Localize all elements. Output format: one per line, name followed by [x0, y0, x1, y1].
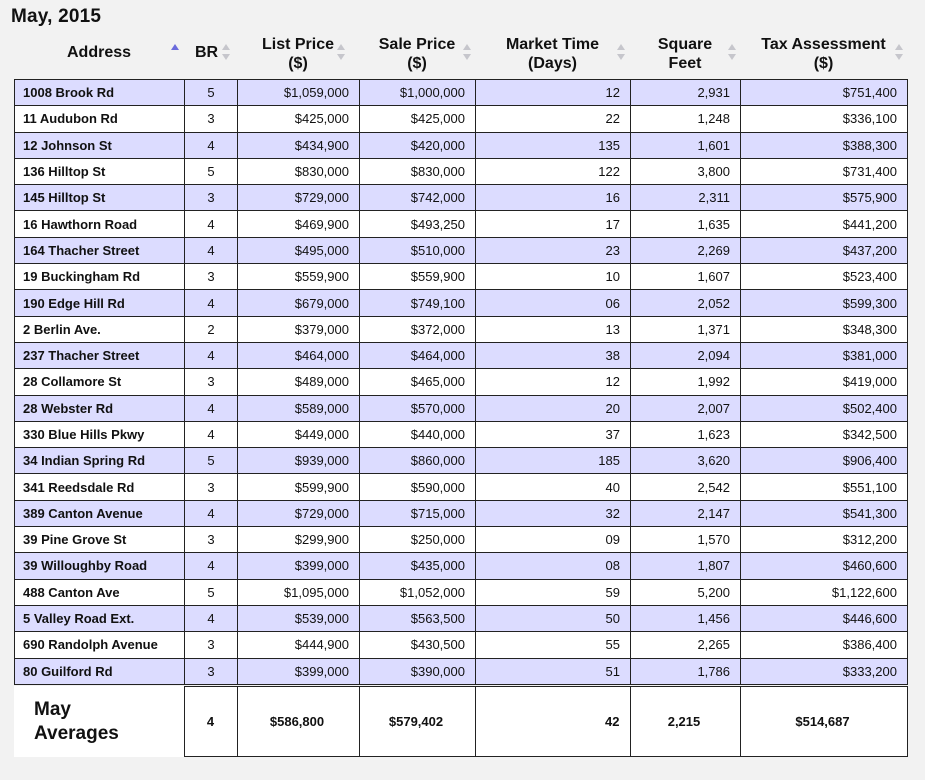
square-feet-cell: 2,311: [631, 185, 741, 211]
market-time-cell: 06: [476, 290, 631, 316]
address-cell: 34 Indian Spring Rd: [15, 448, 185, 474]
tax-assessment-cell: $1,122,600: [741, 579, 908, 605]
square-feet-cell: 2,007: [631, 395, 741, 421]
table-row: [15, 553, 908, 579]
square-feet-cell: 1,623: [631, 421, 741, 447]
sale-price-cell: $420,000: [360, 132, 476, 158]
column-header-tax-assessment[interactable]: [740, 34, 907, 78]
list-price-cell: $469,900: [238, 211, 360, 237]
list-price-cell: $679,000: [238, 290, 360, 316]
sale-price-cell: $425,000: [360, 106, 476, 132]
sale-price-cell: $250,000: [360, 527, 476, 553]
list-price-cell: $559,900: [238, 264, 360, 290]
sort-icon[interactable]: [617, 44, 625, 66]
tax-assessment-cell: $460,600: [741, 553, 908, 579]
br-cell: 3: [185, 632, 238, 658]
column-header-label: Address: [66, 44, 132, 61]
averages-table: [14, 686, 908, 757]
tax-assessment-cell: $419,000: [741, 369, 908, 395]
br-cell: 5: [185, 80, 238, 106]
table-row: [15, 369, 908, 395]
page-title: May, 2015: [11, 6, 102, 27]
avg-tax-assessment: $514,687: [740, 687, 907, 757]
address-cell: 80 Guilford Rd: [15, 658, 185, 684]
table-row: [15, 395, 908, 421]
list-price-cell: $299,900: [238, 527, 360, 553]
averages-label-line2: Averages: [34, 722, 119, 744]
square-feet-cell: 1,456: [631, 605, 741, 631]
avg-market-time: 42: [475, 687, 630, 757]
market-time-cell: 37: [476, 421, 631, 447]
table-row: [15, 211, 908, 237]
br-cell: 5: [185, 579, 238, 605]
tax-assessment-cell: $348,300: [741, 316, 908, 342]
tax-assessment-cell: $437,200: [741, 237, 908, 263]
sort-icon[interactable]: [728, 44, 736, 66]
sale-price-cell: $559,900: [360, 264, 476, 290]
square-feet-cell: 1,635: [631, 211, 741, 237]
column-header-label: ($): [407, 55, 427, 72]
table-row: [15, 579, 908, 605]
list-price-cell: $464,000: [238, 342, 360, 368]
market-time-cell: 185: [476, 448, 631, 474]
br-cell: 3: [185, 369, 238, 395]
sale-price-cell: $590,000: [360, 474, 476, 500]
tax-assessment-cell: $541,300: [741, 500, 908, 526]
column-header-label: Square: [657, 36, 713, 53]
tax-assessment-cell: $502,400: [741, 395, 908, 421]
column-header-label: (Days): [528, 55, 577, 72]
address-cell: 1008 Brook Rd: [15, 80, 185, 106]
square-feet-cell: 5,200: [631, 579, 741, 605]
tax-assessment-cell: $342,500: [741, 421, 908, 447]
list-price-cell: $1,059,000: [238, 80, 360, 106]
br-cell: 4: [185, 421, 238, 447]
sale-price-cell: $830,000: [360, 158, 476, 184]
square-feet-cell: 1,786: [631, 658, 741, 684]
br-cell: 4: [185, 342, 238, 368]
column-header-address[interactable]: [14, 34, 184, 78]
br-cell: 3: [185, 264, 238, 290]
sale-price-cell: $860,000: [360, 448, 476, 474]
list-price-cell: $830,000: [238, 158, 360, 184]
table-row: [15, 605, 908, 631]
square-feet-cell: 1,601: [631, 132, 741, 158]
column-header-list-price[interactable]: [237, 34, 359, 78]
square-feet-cell: 1,807: [631, 553, 741, 579]
column-header-market-time[interactable]: [475, 34, 630, 78]
column-header-label: Market Time: [505, 36, 600, 53]
br-cell: 4: [185, 290, 238, 316]
br-cell: 4: [185, 237, 238, 263]
table-header: [14, 34, 907, 78]
market-time-cell: 22: [476, 106, 631, 132]
sale-price-cell: $440,000: [360, 421, 476, 447]
market-time-cell: 09: [476, 527, 631, 553]
sale-price-cell: $570,000: [360, 395, 476, 421]
address-cell: 488 Canton Ave: [15, 579, 185, 605]
sale-price-cell: $742,000: [360, 185, 476, 211]
market-time-cell: 12: [476, 369, 631, 395]
list-price-cell: $379,000: [238, 316, 360, 342]
column-header-sale-price[interactable]: [359, 34, 475, 78]
column-header-label: Sale Price: [378, 36, 456, 53]
address-cell: 11 Audubon Rd: [15, 106, 185, 132]
sort-icon[interactable]: [895, 44, 903, 66]
market-time-cell: 135: [476, 132, 631, 158]
table-row: [15, 658, 908, 684]
market-time-cell: 13: [476, 316, 631, 342]
averages-label-line1: May: [34, 698, 71, 720]
address-cell: 28 Webster Rd: [15, 395, 185, 421]
column-header-label: ($): [288, 55, 308, 72]
table-row: [15, 290, 908, 316]
market-time-cell: 59: [476, 579, 631, 605]
table-row: [15, 80, 908, 106]
br-cell: 3: [185, 658, 238, 684]
market-time-cell: 20: [476, 395, 631, 421]
list-price-cell: $399,000: [238, 553, 360, 579]
tax-assessment-cell: $575,900: [741, 185, 908, 211]
address-cell: 16 Hawthorn Road: [15, 211, 185, 237]
table-row: [15, 421, 908, 447]
sale-price-cell: $465,000: [360, 369, 476, 395]
square-feet-cell: 2,094: [631, 342, 741, 368]
avg-br: 4: [184, 687, 237, 757]
br-cell: 4: [185, 132, 238, 158]
list-price-cell: $939,000: [238, 448, 360, 474]
list-price-cell: $599,900: [238, 474, 360, 500]
sort-icon[interactable]: [337, 44, 345, 66]
address-cell: 12 Johnson St: [15, 132, 185, 158]
sale-price-cell: $372,000: [360, 316, 476, 342]
sale-price-cell: $1,000,000: [360, 80, 476, 106]
list-price-cell: $399,000: [238, 658, 360, 684]
br-cell: 5: [185, 448, 238, 474]
sale-price-cell: $435,000: [360, 553, 476, 579]
list-price-cell: $434,900: [238, 132, 360, 158]
sale-price-cell: $563,500: [360, 605, 476, 631]
tax-assessment-cell: $906,400: [741, 448, 908, 474]
table-row: [15, 106, 908, 132]
list-price-cell: $729,000: [238, 185, 360, 211]
avg-sale-price: $579,402: [359, 687, 475, 757]
market-time-cell: 10: [476, 264, 631, 290]
square-feet-cell: 2,269: [631, 237, 741, 263]
column-header-square-feet[interactable]: [630, 34, 740, 78]
square-feet-cell: 3,800: [631, 158, 741, 184]
br-cell: 3: [185, 527, 238, 553]
address-cell: 39 Pine Grove St: [15, 527, 185, 553]
square-feet-cell: 1,248: [631, 106, 741, 132]
tax-assessment-cell: $388,300: [741, 132, 908, 158]
sale-price-cell: $510,000: [360, 237, 476, 263]
list-price-cell: $489,000: [238, 369, 360, 395]
sale-price-cell: $715,000: [360, 500, 476, 526]
square-feet-cell: 1,607: [631, 264, 741, 290]
table-row: [15, 474, 908, 500]
tax-assessment-cell: $381,000: [741, 342, 908, 368]
square-feet-cell: 2,265: [631, 632, 741, 658]
square-feet-cell: 2,931: [631, 80, 741, 106]
list-price-cell: $729,000: [238, 500, 360, 526]
market-time-cell: 40: [476, 474, 631, 500]
list-price-cell: $449,000: [238, 421, 360, 447]
sort-ascending-icon[interactable]: [171, 44, 179, 66]
tax-assessment-cell: $441,200: [741, 211, 908, 237]
market-time-cell: 122: [476, 158, 631, 184]
column-header-label: Feet: [668, 55, 702, 72]
market-time-cell: 16: [476, 185, 631, 211]
table-row: [15, 448, 908, 474]
table-row: [15, 342, 908, 368]
square-feet-cell: 2,052: [631, 290, 741, 316]
list-price-cell: $444,900: [238, 632, 360, 658]
tax-assessment-cell: $336,100: [741, 106, 908, 132]
tax-assessment-cell: $333,200: [741, 658, 908, 684]
br-cell: 3: [185, 185, 238, 211]
column-header-label: Tax Assessment: [761, 36, 886, 53]
averages-row: [14, 687, 907, 757]
table-row: [15, 316, 908, 342]
tax-assessment-cell: $731,400: [741, 158, 908, 184]
br-cell: 5: [185, 158, 238, 184]
market-time-cell: 38: [476, 342, 631, 368]
avg-list-price: $586,800: [237, 687, 359, 757]
square-feet-cell: 3,620: [631, 448, 741, 474]
tax-assessment-cell: $599,300: [741, 290, 908, 316]
market-time-cell: 12: [476, 80, 631, 106]
br-cell: 4: [185, 500, 238, 526]
market-time-cell: 51: [476, 658, 631, 684]
table-row: [15, 264, 908, 290]
tax-assessment-cell: $551,100: [741, 474, 908, 500]
table-row: [15, 500, 908, 526]
list-price-cell: $589,000: [238, 395, 360, 421]
square-feet-cell: 2,542: [631, 474, 741, 500]
address-cell: 389 Canton Avenue: [15, 500, 185, 526]
market-time-cell: 55: [476, 632, 631, 658]
sale-price-cell: $390,000: [360, 658, 476, 684]
tax-assessment-cell: $751,400: [741, 80, 908, 106]
column-header-label: List Price: [261, 36, 335, 53]
market-time-cell: 17: [476, 211, 631, 237]
tax-assessment-cell: $523,400: [741, 264, 908, 290]
br-cell: 3: [185, 474, 238, 500]
table-row: [15, 527, 908, 553]
address-cell: 19 Buckingham Rd: [15, 264, 185, 290]
address-cell: 237 Thacher Street: [15, 342, 185, 368]
sale-price-cell: $464,000: [360, 342, 476, 368]
address-cell: 39 Willoughby Road: [15, 553, 185, 579]
sale-price-cell: $749,100: [360, 290, 476, 316]
averages-label: [14, 687, 184, 757]
address-cell: 164 Thacher Street: [15, 237, 185, 263]
sale-price-cell: $493,250: [360, 211, 476, 237]
address-cell: 690 Randolph Avenue: [15, 632, 185, 658]
listings-table: [14, 79, 908, 685]
address-cell: 2 Berlin Ave.: [15, 316, 185, 342]
market-time-cell: 32: [476, 500, 631, 526]
sort-icon[interactable]: [463, 44, 471, 66]
address-cell: 341 Reedsdale Rd: [15, 474, 185, 500]
tax-assessment-cell: $446,600: [741, 605, 908, 631]
market-time-cell: 23: [476, 237, 631, 263]
table-row: [15, 237, 908, 263]
list-price-cell: $425,000: [238, 106, 360, 132]
address-cell: 136 Hilltop St: [15, 158, 185, 184]
tax-assessment-cell: $312,200: [741, 527, 908, 553]
br-cell: 4: [185, 395, 238, 421]
address-cell: 330 Blue Hills Pkwy: [15, 421, 185, 447]
table-row: [15, 632, 908, 658]
br-cell: 4: [185, 605, 238, 631]
address-cell: 190 Edge Hill Rd: [15, 290, 185, 316]
market-time-cell: 08: [476, 553, 631, 579]
avg-square-feet: 2,215: [630, 687, 740, 757]
square-feet-cell: 1,992: [631, 369, 741, 395]
br-cell: 4: [185, 211, 238, 237]
market-time-cell: 50: [476, 605, 631, 631]
tax-assessment-cell: $386,400: [741, 632, 908, 658]
square-feet-cell: 2,147: [631, 500, 741, 526]
sale-price-cell: $1,052,000: [360, 579, 476, 605]
address-cell: 28 Collamore St: [15, 369, 185, 395]
column-header-label: ($): [813, 55, 834, 72]
table-row: [15, 132, 908, 158]
sort-icon[interactable]: [222, 44, 230, 66]
list-price-cell: $495,000: [238, 237, 360, 263]
br-cell: 4: [185, 553, 238, 579]
address-cell: 5 Valley Road Ext.: [15, 605, 185, 631]
column-header-label: BR: [194, 44, 219, 61]
sale-price-cell: $430,500: [360, 632, 476, 658]
br-cell: 2: [185, 316, 238, 342]
square-feet-cell: 1,371: [631, 316, 741, 342]
list-price-cell: $539,000: [238, 605, 360, 631]
table-row: [15, 185, 908, 211]
list-price-cell: $1,095,000: [238, 579, 360, 605]
address-cell: 145 Hilltop St: [15, 185, 185, 211]
column-header-br[interactable]: [184, 34, 237, 78]
br-cell: 3: [185, 106, 238, 132]
table-row: [15, 158, 908, 184]
square-feet-cell: 1,570: [631, 527, 741, 553]
